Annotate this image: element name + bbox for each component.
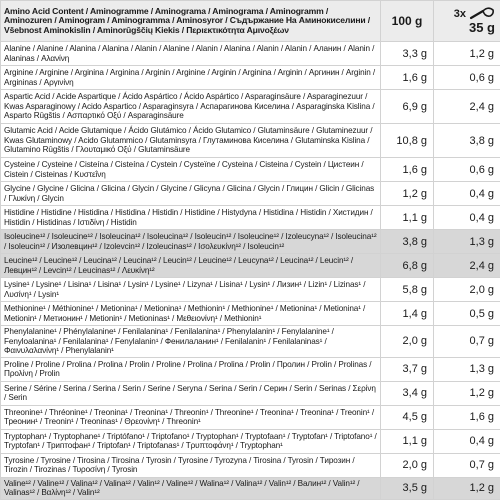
amount-per-100g: 3,4 g: [381, 381, 434, 405]
amount-per-100g: 3,8 g: [381, 230, 434, 254]
amount-per-serving: 0,4 g: [434, 182, 500, 206]
amount-per-100g: 3,5 g: [381, 477, 434, 499]
amount-per-100g: 3,3 g: [381, 42, 434, 66]
amino-acid-name: Proline / Proline / Prolina / Prolina / Prolin / Proline / Prolina / Prolina / Prolin / Пролин / Prolin / Prolinas / Προλίνη / Prolin: [1, 357, 381, 381]
amount-per-100g: 1,4 g: [381, 302, 434, 326]
table-row: [1, 206, 500, 230]
amino-acid-name: Histidine / Histidine / Histidina / Histidina / Histidin / Histidine / Histydyna / Histidina / Histidin / Хистидин / Histidin / Histidinas / Ιστιδίνη / Histidin: [1, 206, 381, 230]
table-row: [1, 302, 500, 326]
amount-per-100g: 1,1 g: [381, 206, 434, 230]
amount-per-serving: 2,4 g: [434, 90, 500, 124]
table-row: [1, 66, 500, 90]
amount-per-serving: 1,2 g: [434, 42, 500, 66]
amino-acid-name: Serine / Sérine / Serina / Serina / Serin / Serine / Seryna / Serina / Serin / Серин / Serin / Serinas / Σερίνη / Serin: [1, 381, 381, 405]
amount-per-100g: 1,1 g: [381, 429, 434, 453]
amino-acid-name: Alanine / Alanine / Alanina / Alanina / Alanin / Alanine / Alanin / Alanina / Alanin / Alanin / Аланин / Alanin / Alaninas / Αλανίνη: [1, 42, 381, 66]
amino-acid-name: Isoleucine¹² / Isoleucine¹² / Isoleucina¹² / Isoleucina¹² / Isoleucin¹² / Isoleucine¹² / Izoleucyna¹² / Isoleucina¹² / Isoleucin¹² / Изолевцин¹² / Izolevcin¹² / Izoleucinas¹² / Ισολευκίνη¹² / Isoleucin¹²: [1, 230, 381, 254]
amino-acid-name: Glutamic Acid / Acide Glutamique / Ácido Glutámico / Ácido Glutamico / Glutaminsäure / Glutaminezuur / Kwas Glutaminowy / Acido Glutammico / Glutaminsyra / Глутаминова Киселина / Glutaminska Kislina / Glutamino Rūgštis / Γλουταμικό Οξύ / Glutaminsäure: [1, 124, 381, 158]
amino-acid-name: Leucine¹² / Leucine¹² / Leucina¹² / Leucina¹² / Leucin¹² / Leucine¹² / Leucyna¹² / Leucina¹² / Leucin¹² / Левцин¹² / Levcin¹² / Leucinas¹² / Λευκίνη¹²: [1, 254, 381, 278]
per-100g-header: 100 g: [381, 1, 434, 42]
table-row: [1, 405, 500, 429]
table-header-row: [1, 1, 500, 42]
table-row: [1, 326, 500, 358]
amount-per-serving: 1,2 g: [434, 381, 500, 405]
serving-count: 3x: [453, 8, 466, 20]
amino-acid-name: Arginine / Arginine / Arginina / Arginina / Arginin / Arginine / Arginin / Arginina / Arginin / Аргинин / Arginin / Argininas / Αργινίνη: [1, 66, 381, 90]
table-row: [1, 90, 500, 124]
amount-per-100g: 4,5 g: [381, 405, 434, 429]
amount-per-100g: 6,8 g: [381, 254, 434, 278]
serving-header: [434, 1, 500, 42]
amino-acid-name: Threonine¹ / Thréonine¹ / Treonina¹ / Treonina¹ / Threonin¹ / Threonine¹ / Treonina¹ / Treonina¹ / Treonin¹ / Треонин¹ / Treonin¹ / Treoninas¹ / Θρεονίνη¹ / Threonin¹: [1, 405, 381, 429]
amount-per-serving: 2,0 g: [434, 278, 500, 302]
table-row: [1, 278, 500, 302]
amount-per-serving: 1,3 g: [434, 357, 500, 381]
amino-acid-name: Glycine / Glycine / Glicina / Glicina / Glycin / Glycine / Glicyna / Glicina / Glycin / Глицин / Glicin / Glicinas / Γλυκίνη / Glycin: [1, 182, 381, 206]
amount-per-serving: 0,6 g: [434, 158, 500, 182]
table-row: [1, 124, 500, 158]
amount-per-serving: 1,2 g: [434, 477, 500, 499]
table-row: [1, 357, 500, 381]
amount-per-serving: 0,7 g: [434, 453, 500, 477]
table-row: [1, 42, 500, 66]
amount-per-100g: 10,8 g: [381, 124, 434, 158]
scoop-icon: [469, 7, 495, 21]
amino-acid-name: Valine¹² / Valine¹² / Valina¹² / Valina¹² / Valin¹² / Valine¹² / Walina¹² / Valina¹² / Valin¹² / Валин¹² / Valin¹² / Valinas¹² / Βαλίνη¹² / Valin¹²: [1, 477, 381, 499]
amount-per-serving: 3,8 g: [434, 124, 500, 158]
table-row: [1, 254, 500, 278]
amount-per-100g: 3,7 g: [381, 357, 434, 381]
amount-per-serving: 0,7 g: [434, 326, 500, 358]
amount-per-serving: 0,5 g: [434, 302, 500, 326]
table-row: [1, 158, 500, 182]
amount-per-serving: 1,6 g: [434, 405, 500, 429]
amount-per-100g: 1,2 g: [381, 182, 434, 206]
amount-per-100g: 6,9 g: [381, 90, 434, 124]
table-row: [1, 477, 500, 499]
amount-per-100g: 1,6 g: [381, 158, 434, 182]
table-row: [1, 230, 500, 254]
amount-per-serving: 1,3 g: [434, 230, 500, 254]
amino-acid-name: Cysteine / Cysteine / Cisteína / Cisteína / Cystein / Cysteïne / Cysteina / Cisteina / Cystein / Цистеин / Cistein / Cisteinas / Κυστεΐνη: [1, 158, 381, 182]
table-row: [1, 182, 500, 206]
amino-acid-name: Tryptophan¹ / Tryptophane¹ / Triptófano¹ / Triptofano¹ / Tryptophan¹ / Tryptofaan¹ / Tryptofan¹ / Triptofano¹ / Tryptofan¹ / Триптофан¹ / Triptofan¹ / Triptofanas¹ / Τρυπτοφάνη¹ / Tryptophan¹: [1, 429, 381, 453]
table-row: [1, 381, 500, 405]
table-row: [1, 453, 500, 477]
amino-acid-table-body: [1, 1, 500, 500]
amino-acid-name: Aspartic Acid / Acide Aspartique / Ácido Aspártico / Ácido Aspártico / Asparaginsäure / Asparaginezuur / Kwas Asparaginowy / Acido Aspartico / Asparaginsyra / Аспарагинова Киселина / Asparaginska Kislina / Asparto Rūgštis / Ασπαρτικό Οξύ / Asparaginsäure: [1, 90, 381, 124]
amount-per-serving: 2,4 g: [434, 254, 500, 278]
amino-acid-name: Methionine¹ / Méthionine¹ / Metionina¹ / Metionina¹ / Methionin¹ / Methionine¹ / Metionina¹ / Metionina¹ / Metionin¹ / Метионин¹ / Metionin¹ / Metioninas¹ / Μεθειονίνη¹ / Methionin¹: [1, 302, 381, 326]
amount-per-100g: 5,8 g: [381, 278, 434, 302]
serving-weight: 35 g: [468, 20, 495, 35]
table-title: Amino Acid Content / Aminogramme / Aminograma / Aminograma / Aminogramm / Aminozuren / Aminogram / Aminogramma / Aminosyror / Съдържание На Аминокиселини / Všebnost Aminokislin / Aminorūgščių Kiekis / Περιεκτικότητα Αμινοξέων: [1, 1, 381, 42]
amount-per-100g: 1,6 g: [381, 66, 434, 90]
amino-acid-name: Lysine¹ / Lysine¹ / Lisina¹ / Lisina¹ / Lysin¹ / Lysine¹ / Lizyna¹ / Lisina¹ / Lysin¹ / Лизин¹ / Lizin¹ / Lizinas¹ / Λυσίνη¹ / Lysin¹: [1, 278, 381, 302]
amount-per-100g: 2,0 g: [381, 326, 434, 358]
amount-per-serving: 0,4 g: [434, 206, 500, 230]
table-row: [1, 429, 500, 453]
amino-acid-name: Tyrosine / Tyrosine / Tirosina / Tirosina / Tyrosin / Tyrosine / Tyrozyna / Tirosina / Tyrosin / Тирозин / Tirozin / Tirozinas / Τυροσίνη / Tyrosin: [1, 453, 381, 477]
amount-per-serving: 0,4 g: [434, 429, 500, 453]
amount-per-serving: 0,6 g: [434, 66, 500, 90]
amino-acid-name: Phenylalanine¹ / Phénylalanine¹ / Fenilalanina¹ / Fenilalanina¹ / Phenylalanin¹ / Fenylalanine¹ / Fenyloalanina¹ / Fenilalanina¹ / Fenylalanin¹ / Фенилаланин¹ / Fenilalanin¹ / Fenilalaninas¹ / Φαινυλαλανίνη¹ / Phenylalanin¹: [1, 326, 381, 358]
amount-per-100g: 2,0 g: [381, 453, 434, 477]
